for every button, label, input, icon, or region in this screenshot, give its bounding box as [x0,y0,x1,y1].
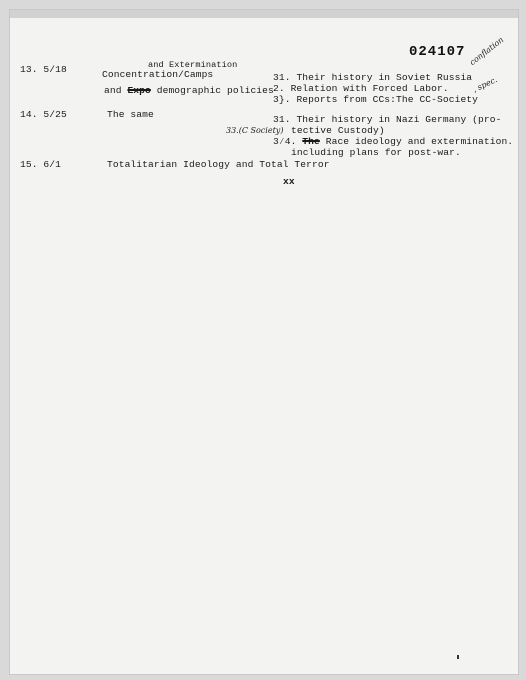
row-14-item-1: 31. Their history in Nazi Germany (pro- [273,114,502,125]
row-15-number: 15. 6/1 [20,159,62,170]
row-13-item-1: 31. Their history in Soviet Russia [273,72,473,83]
row-13-topic-line1: Concentration/Camps [102,69,214,80]
handwritten-annotation-spec: , spec. [471,74,499,95]
handwritten-annotation-33: 33.(C Society) [226,126,284,135]
end-mark: xx [283,176,295,187]
document-number: 024107 [409,44,466,60]
row-15-topic: Totalitarian Ideology and Total Terror [107,159,330,170]
row-13-item-3: 3}. Reports from CCs:The CC-Society [273,94,479,105]
row-14-item-4: including plans for post-war. [291,147,461,158]
row-13-topic-line2: and Expo demographic policies [104,85,274,96]
row-14-item-2: tective Custody) [291,125,385,136]
row-13-item-2: 2. Relation with Forced Labor. [273,83,449,94]
document-page [10,10,518,674]
row-13-number: 13. 5/18 [20,64,67,75]
handwritten-annotation-top: conflation [468,35,506,68]
row-14-item-3: 3⁄4. The Race ideology and extermination. [273,136,514,147]
paper-speck [457,655,459,659]
row-14-topic: The same [107,109,154,120]
row-14-number: 14. 5/25 [20,109,67,120]
row-13-topic-insert: and Extermination [148,60,238,70]
